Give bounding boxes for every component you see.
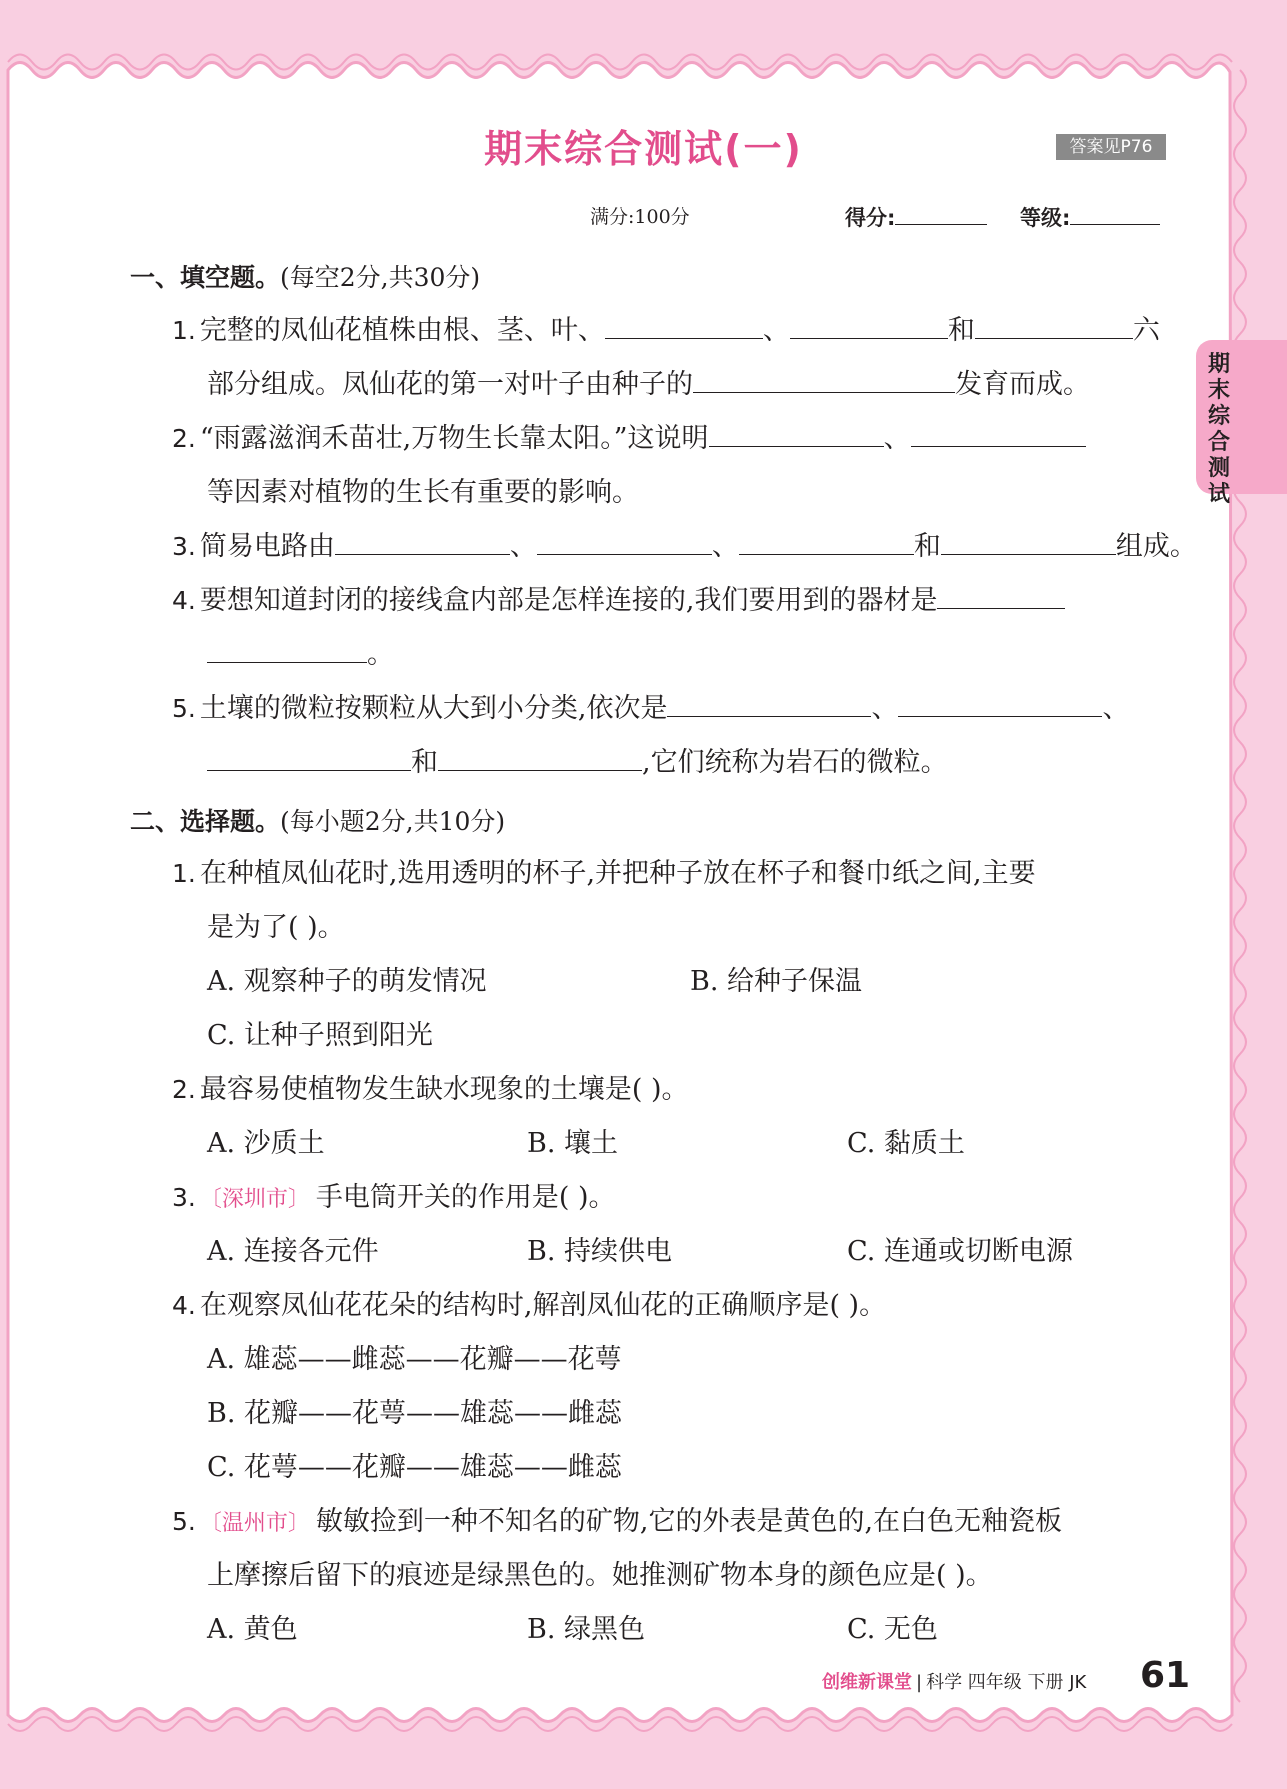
footer — [822, 1668, 1086, 1694]
q1-2-line2: 等因素对植物的生长有重要的影响。 — [207, 477, 639, 508]
q1-5-text: 土壤的微粒按颗粒从大到小分类,依次是 — [199, 693, 668, 724]
q1-1-line2-end: 发育而成。 — [955, 369, 1090, 400]
q2-1-option-a[interactable]: A. 观察种子的萌发情况 — [207, 966, 487, 997]
q1-5-line2 — [207, 746, 948, 780]
q1-2-text: “雨露滋润禾苗壮,万物生长靠太阳。”这说明 — [199, 423, 709, 454]
q1-2-number: 2. — [172, 424, 196, 453]
q2-3-line1 — [172, 1181, 616, 1217]
q1-5-blank-3[interactable] — [207, 746, 411, 771]
q2-2-text[interactable]: 最容易使植物发生缺水现象的土壤是( )。 — [199, 1074, 689, 1105]
q2-2-number: 2. — [172, 1075, 196, 1104]
q1-3-blank-3[interactable] — [739, 530, 914, 555]
q1-2-sep: 、 — [883, 423, 911, 454]
q2-3-option-c[interactable]: C. 连通或切断电源 — [847, 1236, 1073, 1267]
q1-3-he: 和 — [913, 531, 941, 562]
q1-1-number: 1. — [172, 316, 196, 345]
footer-divider: | — [916, 1672, 923, 1693]
q1-5-sep1: 、 — [871, 693, 899, 724]
q1-1-blank-2[interactable] — [790, 314, 948, 339]
q1-4-end: 。 — [367, 639, 394, 670]
footer-brand: 创维新课堂 — [822, 1672, 912, 1693]
q1-1-line2 — [207, 368, 1090, 402]
q1-5-end: ,它们统称为岩石的微粒。 — [642, 747, 948, 778]
q1-2-blank-1[interactable] — [709, 422, 884, 447]
q2-1-option-b[interactable]: B. 给种子保温 — [690, 966, 863, 997]
q2-4-option-b[interactable]: B. 花瓣——花萼——雄蕊——雌蕊 — [207, 1398, 623, 1429]
score-field — [845, 200, 987, 232]
q1-3-blank-1[interactable] — [335, 530, 510, 555]
q1-1-text: 完整的凤仙花植株由根、茎、叶、 — [199, 315, 605, 346]
section1-note: (每空2分,共30分) — [280, 263, 481, 292]
q2-5-number: 5. — [172, 1507, 196, 1536]
grade-field — [1020, 200, 1160, 232]
q2-1-option-c[interactable]: C. 让种子照到阳光 — [207, 1020, 433, 1051]
section2-heading — [130, 802, 505, 838]
q2-1-line2[interactable]: 是为了( )。 — [207, 912, 345, 943]
q2-3-number: 3. — [172, 1183, 196, 1212]
q2-2-option-a[interactable]: A. 沙质土 — [207, 1128, 325, 1159]
q2-5-option-b[interactable]: B. 绿黑色 — [527, 1614, 646, 1645]
q1-4-text: 要想知道封闭的接线盒内部是怎样连接的,我们要用到的器材是 — [199, 585, 938, 616]
section2-title: 二、选择题。 — [130, 807, 281, 836]
side-tab-label: 期末综合测试 — [1207, 352, 1230, 507]
q2-2-option-c[interactable]: C. 黏质土 — [847, 1128, 965, 1159]
q1-3-line1 — [172, 530, 1197, 564]
q1-2-line1 — [172, 422, 1086, 456]
q1-5-he: 和 — [411, 747, 438, 778]
q1-1-line2-text: 部分组成。凤仙花的第一对叶子由种子的 — [207, 369, 693, 400]
q1-1-line1 — [172, 314, 1160, 348]
footer-info: 科学 四年级 下册 JK — [926, 1672, 1087, 1693]
q2-4-text[interactable]: 在观察凤仙花花朵的结构时,解剖凤仙花的正确顺序是( )。 — [199, 1290, 887, 1321]
q2-5-line2[interactable]: 上摩擦后留下的痕迹是绿黑色的。她推测矿物本身的颜色应是( )。 — [207, 1560, 993, 1591]
q1-3-sep2: 、 — [711, 531, 739, 562]
score-label: 得分: — [845, 206, 896, 230]
q1-3-number: 3. — [172, 532, 196, 561]
q2-5-text: 敏敏捡到一种不知名的矿物,它的外表是黄色的,在白色无釉瓷板 — [315, 1506, 1063, 1537]
wavy-border-top — [8, 55, 1232, 70]
q1-1-sep: 、 — [762, 315, 790, 346]
grade-label: 等级: — [1020, 206, 1071, 230]
score-blank[interactable] — [895, 200, 987, 225]
q1-1-blank-1[interactable] — [605, 314, 763, 339]
q1-5-blank-2[interactable] — [898, 692, 1102, 717]
q1-3-end: 组成。 — [1115, 531, 1197, 562]
q1-4-blank-1[interactable] — [937, 584, 1065, 609]
q2-3-text[interactable]: 手电筒开关的作用是( )。 — [315, 1182, 616, 1213]
q1-5-sep2: 、 — [1102, 693, 1130, 724]
q2-2-line1 — [172, 1073, 689, 1107]
q1-5-number: 5. — [172, 694, 196, 723]
grade-blank[interactable] — [1070, 200, 1160, 225]
q1-1-he: 和 — [947, 315, 975, 346]
q2-4-option-a[interactable]: A. 雄蕊——雌蕊——花瓣——花萼 — [207, 1344, 622, 1375]
q2-1-number: 1. — [172, 859, 196, 888]
q1-4-line2 — [207, 638, 394, 672]
q1-4-number: 4. — [172, 586, 196, 615]
q2-3-option-a[interactable]: A. 连接各元件 — [207, 1236, 379, 1267]
q1-3-blank-2[interactable] — [537, 530, 712, 555]
q1-3-text: 简易电路由 — [199, 531, 335, 562]
page-title: 期末综合测试(一) — [484, 127, 803, 171]
q2-1-text: 在种植凤仙花时,选用透明的杯子,并把种子放在杯子和餐巾纸之间,主要 — [199, 858, 1036, 889]
q2-3-region-tag: 〔深圳市〕 — [199, 1187, 310, 1212]
q1-2-blank-2[interactable] — [911, 422, 1086, 447]
wavy-border-bottom — [8, 1717, 1232, 1731]
full-score: 满分:100分 — [590, 206, 690, 228]
q2-3-option-b[interactable]: B. 持续供电 — [527, 1236, 673, 1267]
q2-5-option-c[interactable]: C. 无色 — [847, 1614, 938, 1645]
q2-5-line1 — [172, 1505, 1062, 1541]
q2-2-option-b[interactable]: B. 壤土 — [527, 1128, 619, 1159]
q1-5-blank-1[interactable] — [667, 692, 871, 717]
q2-5-region-tag: 〔温州市〕 — [199, 1511, 310, 1536]
section2-note: (每小题2分,共10分) — [280, 807, 506, 836]
q2-5-option-a[interactable]: A. 黄色 — [207, 1614, 298, 1645]
q1-5-blank-4[interactable] — [438, 746, 642, 771]
section1-heading — [130, 258, 480, 294]
q2-1-line1 — [172, 857, 1036, 891]
q1-1-blank-3[interactable] — [975, 314, 1133, 339]
q1-1-blank-4[interactable] — [693, 368, 955, 393]
q1-3-sep1: 、 — [509, 531, 537, 562]
section1-title: 一、填空题。 — [130, 263, 281, 292]
q1-4-blank-2[interactable] — [207, 638, 367, 663]
q2-4-line1 — [172, 1289, 886, 1323]
q2-4-number: 4. — [172, 1291, 196, 1320]
answer-reference: 答案见P76 — [1056, 134, 1166, 160]
q1-4-line1 — [172, 584, 1065, 618]
page-number: 61 — [1140, 1655, 1191, 1696]
q1-1-end: 六 — [1132, 315, 1160, 346]
wavy-border-right — [1234, 70, 1246, 1702]
q1-5-line1 — [172, 692, 1129, 726]
q1-3-blank-4[interactable] — [941, 530, 1116, 555]
q2-4-option-c[interactable]: C. 花萼——花瓣——雄蕊——雌蕊 — [207, 1452, 622, 1483]
